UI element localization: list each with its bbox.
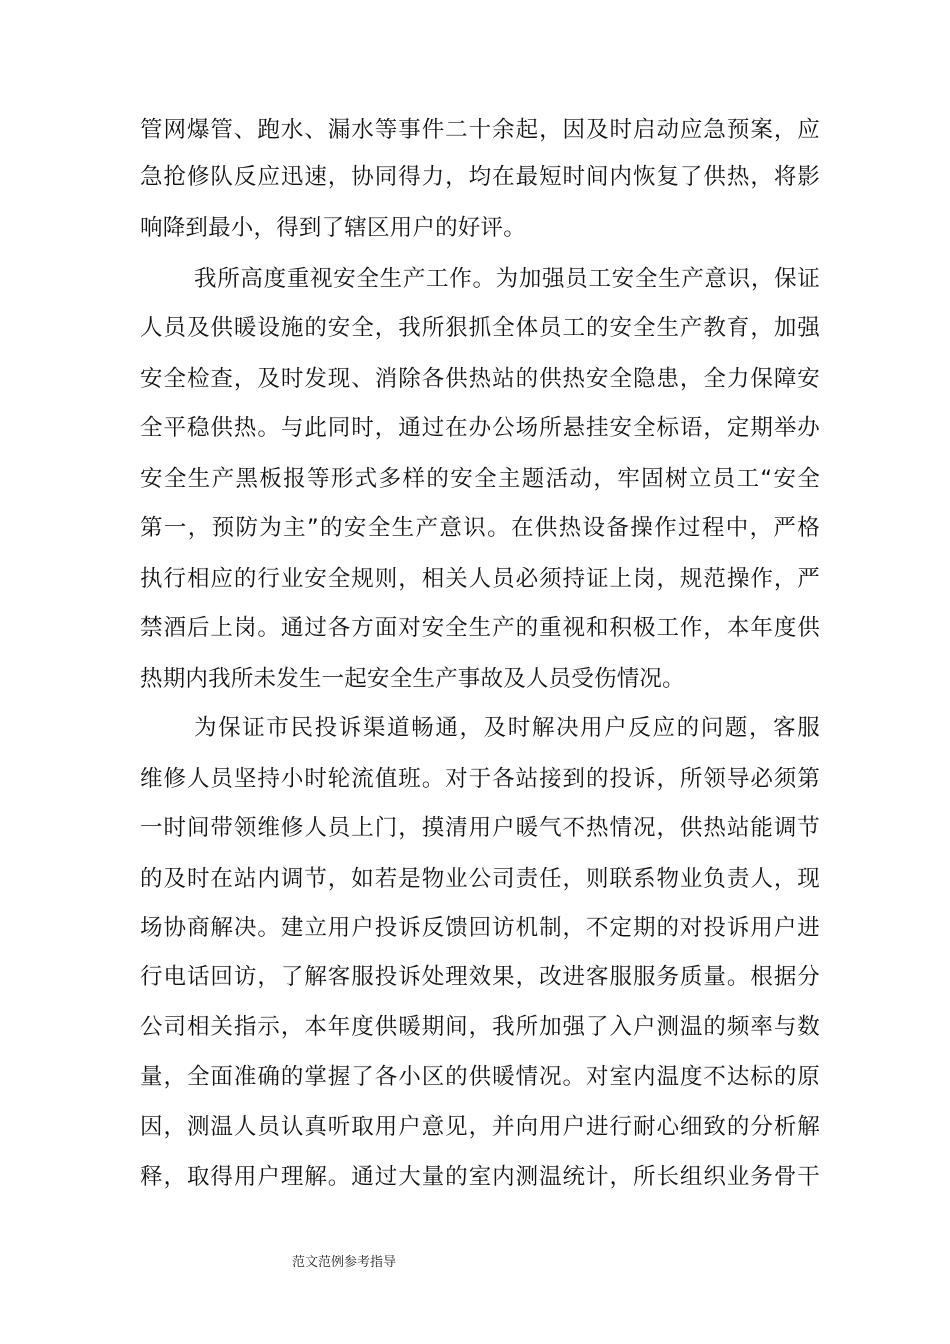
text-line: 公司相关指示，本年度供暖期间，我所加强了入户测温的频率与数 (140, 1014, 820, 1040)
text-line: 维修人员坚持小时轮流值班。对于各站接到的投诉，所领导必须第 (140, 766, 820, 792)
text-line: 量，全面准确的掌握了各小区的供暖情况。对室内温度不达标的原 (140, 1064, 820, 1090)
text-line: 场协商解决。建立用户投诉反馈回访机制，不定期的对投诉用户进 (140, 915, 820, 941)
text-line: 一时间带领维修人员上门，摸清用户暖气不热情况，供热站能调节 (140, 815, 820, 841)
page-footer: 范文范例参考指导 (292, 1255, 397, 1270)
text-line: 第一，预防为主”的安全生产意识。在供热设备操作过程中，严格 (140, 515, 820, 541)
text-line: 行电话回访，了解客服投诉处理效果，改进客服服务质量。根据分 (140, 964, 820, 990)
text-line: 执行相应的行业安全规则，相关人员必须持证上岗，规范操作，严 (140, 566, 820, 592)
paragraph-first-line: 为保证市民投诉渠道畅通，及时解决用户反应的问题，客服 (194, 715, 820, 741)
text-line: 的及时在站内调节，如若是物业公司责任，则联系物业负责人，现 (140, 866, 820, 892)
text-line: 人员及供暖设施的安全，我所狠抓全体员工的安全生产教育，加强 (140, 315, 820, 341)
text-line: 管网爆管、跑水、漏水等事件二十余起，因及时启动应急预案，应 (140, 117, 820, 143)
text-line: 禁酒后上岗。通过各方面对安全生产的重视和积极工作，本年度供 (140, 615, 820, 641)
text-line: 安全生产黑板报等形式多样的安全主题活动，牢固树立员工“安全 (140, 466, 820, 492)
text-line: 急抢修队反应迅速，协同得力，均在最短时间内恢复了供热，将影 (140, 164, 820, 190)
text-line: 响降到最小，得到了辖区用户的好评。 (140, 215, 526, 241)
text-line: 热期内我所未发生一起安全生产事故及人员受伤情况。 (140, 666, 685, 692)
text-line: 全平稳供热。与此同时，通过在办公场所悬挂安全标语，定期举办 (140, 415, 820, 441)
paragraph-first-line: 我所高度重视安全生产工作。为加强员工安全生产意识，保证 (194, 266, 820, 292)
text-line: 安全检查，及时发现、消除各供热站的供热安全隐患，全力保障安 (140, 366, 820, 392)
text-line: 释，取得用户理解。通过大量的室内测温统计，所长组织业务骨干 (140, 1164, 820, 1190)
text-line: 因，测温人员认真听取用户意见，并向用户进行耐心细致的分析解 (140, 1114, 820, 1140)
